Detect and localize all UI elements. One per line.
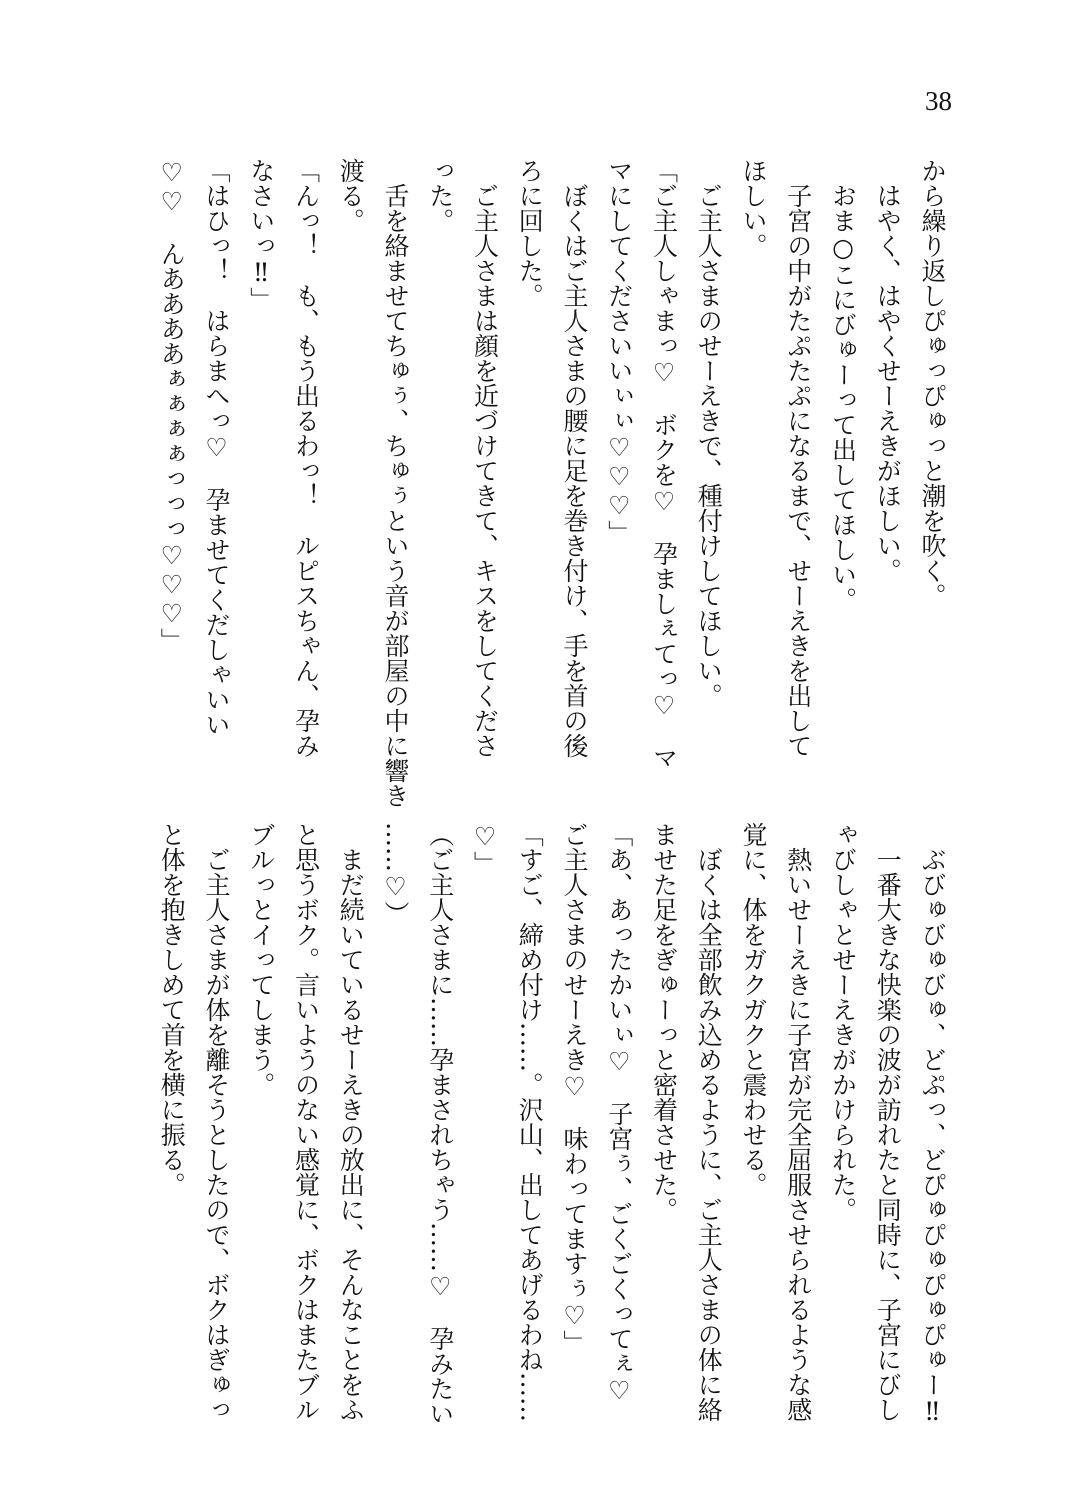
text-column: なさいっ‼」 <box>246 158 276 312</box>
text-column: ぼくはご主人さまの腰に足を巻き付け、手を首の後 <box>560 158 589 758</box>
text-column: ブルっとイってしまう。 <box>246 822 276 1097</box>
text-column: 熱いせーえきに子宮が完全屈服させられるような感 <box>783 822 813 1422</box>
bottom-text-block <box>148 822 954 1474</box>
text-column: 渡る。 <box>336 158 366 233</box>
text-column: マにしてくださいいぃぃ♡♡♡」 <box>604 158 634 545</box>
text-column: おま○こにびゅーって出してほしい。 <box>828 158 858 612</box>
text-column: 「すご、締め付け……。沢山、出してあげるわね…… <box>515 822 545 1422</box>
text-column: 子宮の中がたぷたぷになるまで、せーえきを出して <box>783 158 813 758</box>
text-column: 「ご主人しゃまっ♡ ボクを♡ 孕ましぇてっ♡ マ <box>649 158 679 770</box>
text-column: 「あ、あったかいぃ♡ 子宮ぅ、ごくごくってぇ♡ <box>604 822 634 1405</box>
text-column: と思うボク。言いようのない感覚に、ボクはまたブル <box>291 822 321 1422</box>
text-column: ご主人さまのせーえきで、種付けしてほしい。 <box>694 158 724 708</box>
text-column: 覚に、体をガクガクと震わせる。 <box>739 822 768 1197</box>
text-column: ご主人さまのせーえき♡ 味わってますぅ♡」 <box>560 822 589 1355</box>
text-column: 一番大きな快楽の波が訪れたと同時に、子宮にびし <box>873 822 903 1422</box>
text-column: 「はひっ！ はらまへっ♡ 孕ませてくだしゃいい <box>202 158 231 737</box>
text-column: 「んっ！ も、もう出るわっ！ ルピスちゃん、孕み <box>291 158 321 758</box>
text-column: ほしい。 <box>739 158 768 258</box>
text-column: まだ続いているせーえきの放出に、そんなことをふ <box>336 822 366 1422</box>
text-column: （ご主人さまに……孕まされちゃう……♡ 孕みたい <box>425 822 455 1426</box>
text-column: ろに回した。 <box>515 158 545 308</box>
text-column: ませた足をぎゅーっと密着させた。 <box>649 822 679 1222</box>
text-column: ご主人さまが体を離そうとしたので、ボクはぎゅっ <box>202 822 231 1422</box>
text-column: ぶびゅびゅびゅ、どぷっ、どぴゅぴゅぴゅぴゅー‼ <box>918 822 947 1426</box>
top-text-block <box>148 158 954 810</box>
text-column: 舌を絡ませてちゅぅ、ちゅぅという音が部屋の中に響き <box>381 158 410 808</box>
text-column: から繰り返しぴゅっぴゅっと潮を吹く。 <box>918 158 947 608</box>
text-column: ご主人さまは顔を近づけてきて、キスをしてくださ <box>470 158 500 758</box>
text-column: ……♡） <box>381 822 410 926</box>
text-column: ♡♡ んああああぁぁぁぁっっっ♡♡♡」 <box>157 158 187 653</box>
text-column: ぼくは全部飲み込めるように、ご主人さまの体に絡 <box>694 822 724 1422</box>
text-column: ゃびしゃとせーえきがかけられた。 <box>828 822 858 1222</box>
text-column: ♡」 <box>470 822 500 876</box>
text-column: と体を抱きしめて首を横に振る。 <box>157 822 187 1197</box>
text-column: った。 <box>425 158 455 233</box>
page-number: 38 <box>925 86 952 116</box>
text-column: はやく、はやくせーえきがほしい。 <box>873 158 903 583</box>
